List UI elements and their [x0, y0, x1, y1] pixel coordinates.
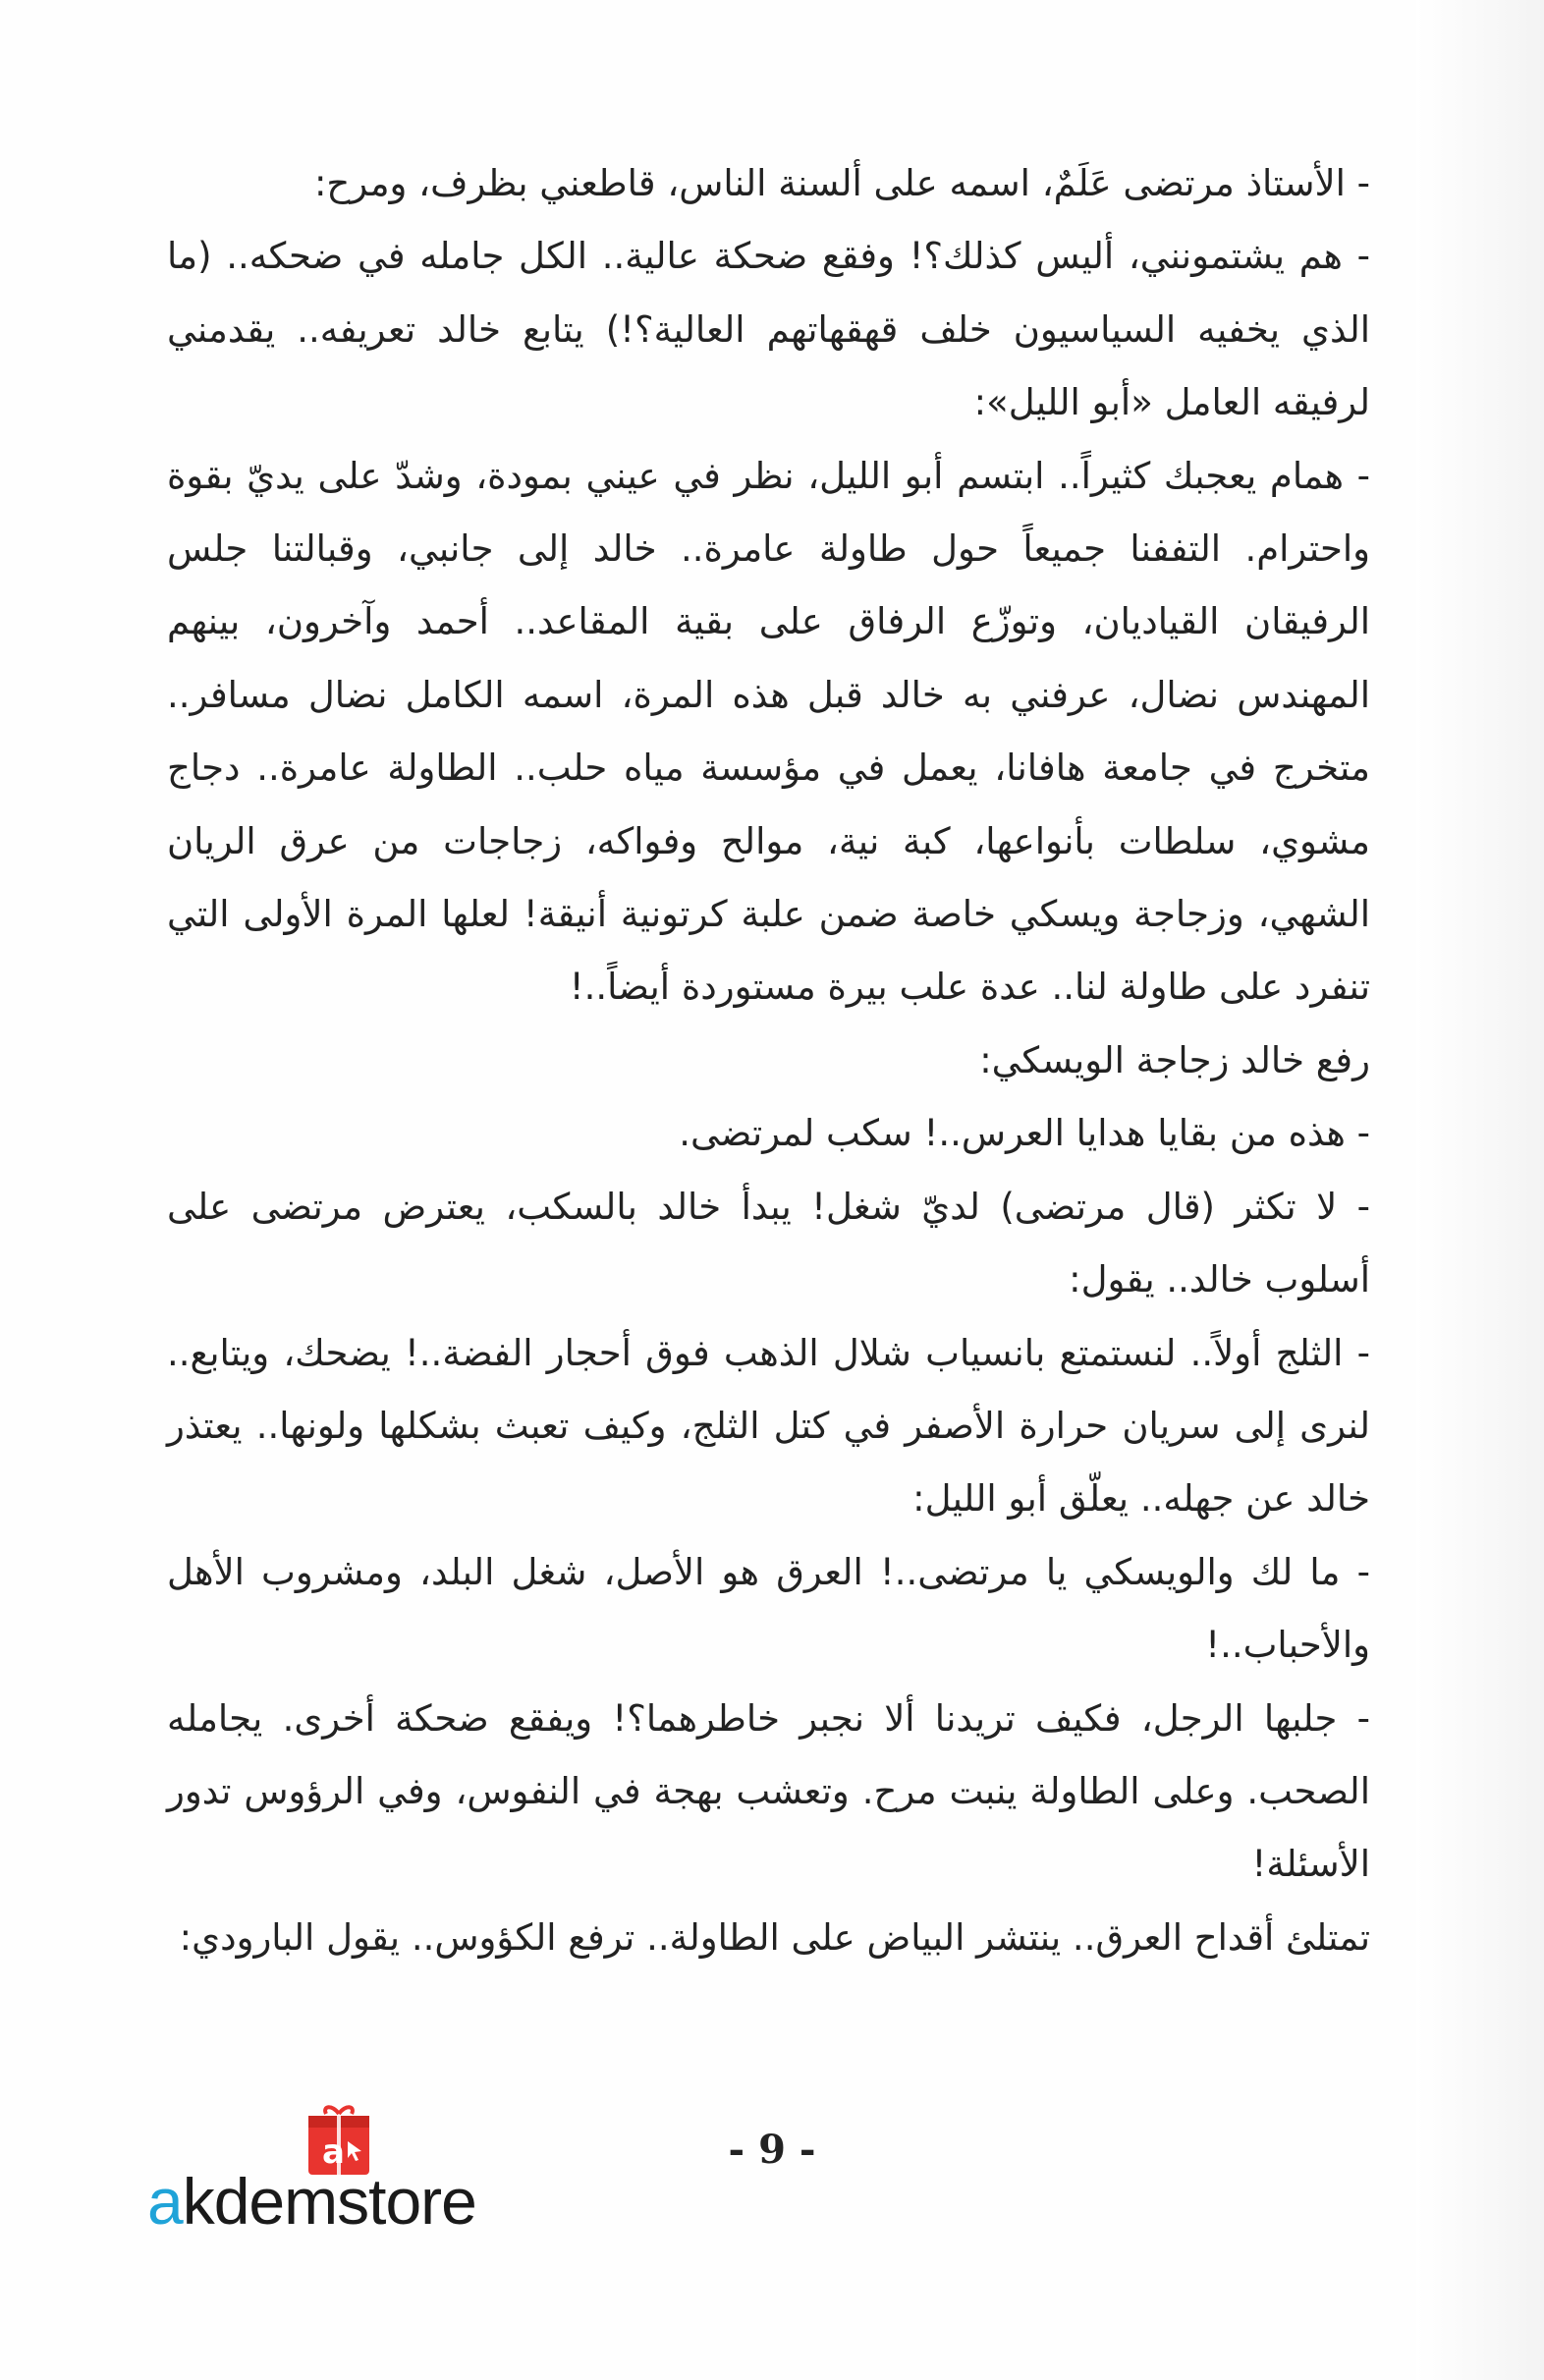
- logo-brand-rest: kdemstore: [182, 2165, 476, 2238]
- logo-brand-a: a: [147, 2165, 183, 2238]
- body-text: [167, 147, 1370, 1974]
- page-number: - 9 -: [728, 2127, 816, 2173]
- paragraph-8: - ما لك والويسكي يا مرتضى..! العرق هو الأصل، شغل البلد، ومشروب الأهل والأحباب..!: [167, 1550, 1370, 1667]
- paragraph-4: رفع خالد زجاجة الويسكي:: [979, 1038, 1370, 1081]
- store-logo: [147, 2102, 560, 2249]
- logo-wordmark: [147, 2165, 476, 2238]
- paragraph-3: - همام يعجبك كثيراً.. ابتسم أبو الليل، نظر في عيني بمودة، وشدّ على يديّ بقوة واحترام. التففنا جميعاً حول طاولة عامرة.. خالد إلى جانبي، وقبالتنا جلس الرفيقان القياديان، وتوزّع الرفاق على بقية المقاعد.. أحمد وآخرون، بينهم المهندس نضال، عرفني به خالد قبل هذه المرة، اسمه الكامل نضال مسافر.. متخرج في جامعة هافانا، يعمل في مؤسسة مياه حلب.. الطاولة عامرة.. دجاج مشوي، سلطات بأنواعها، كبة نية، موالح وفواكه، زجاجات من عرق الريان الشهي، وزجاجة ويسكي خاصة ضمن علبة كرتونية أنيقة! لعلها المرة الأولى التي تنفرد على طاولة لنا.. عدة علب بيرة مستوردة أيضاً..!: [167, 454, 1370, 1009]
- page-edge-shadow: [1416, 0, 1544, 2380]
- logo-icon-letter: a: [322, 2132, 345, 2172]
- paragraph-10: تمتلئ أقداح العرق.. ينتشر البياض على الطاولة.. ترفع الكؤوس.. يقول البارودي:: [179, 1915, 1370, 1959]
- paragraph-9: - جلبها الرجل، فكيف تريدنا ألا نجبر خاطرهما؟! ويفقع ضحكة أخرى. يجامله الصحب. وعلى الطاولة ينبت مرح. وتعشب بهجة في النفوس، وفي الرؤوس تدور الأسئلة!: [167, 1696, 1370, 1886]
- paragraph-6: - لا تكثر (قال مرتضى) لديّ شغل! يبدأ خالد بالسكب، يعترض مرتضى على أسلوب خالد.. يقول:: [167, 1185, 1370, 1301]
- paragraph-7: - الثلج أولاً.. لنستمتع بانسياب شلال الذهب فوق أحجار الفضة..! يضحك، ويتابع.. لنرى إلى سريان حرارة الأصفر في كتل الثلج، وكيف تعبث بشكلها ولونها.. يعتذر خالد عن جهله.. يعلّق أبو الليل:: [167, 1331, 1370, 1521]
- paragraph-5: - هذه من بقايا هدايا العرس..! سكب لمرتضى.: [679, 1112, 1370, 1155]
- paragraph-1: - الأستاذ مرتضى عَلَمٌ، اسمه على ألسنة الناس، قاطعني بظرف، ومرح:: [313, 162, 1370, 204]
- paragraph-2: - هم يشتمونني، أليس كذلك؟! وفقع ضحكة عالية.. الكل جامله في ضحكه.. (ما الذي يخفيه السياسيون خلف قهقهاتهم العالية؟!) يتابع خالد تعريفه.. يقدمني لرفيقه العامل «أبو الليل»:: [167, 235, 1370, 424]
